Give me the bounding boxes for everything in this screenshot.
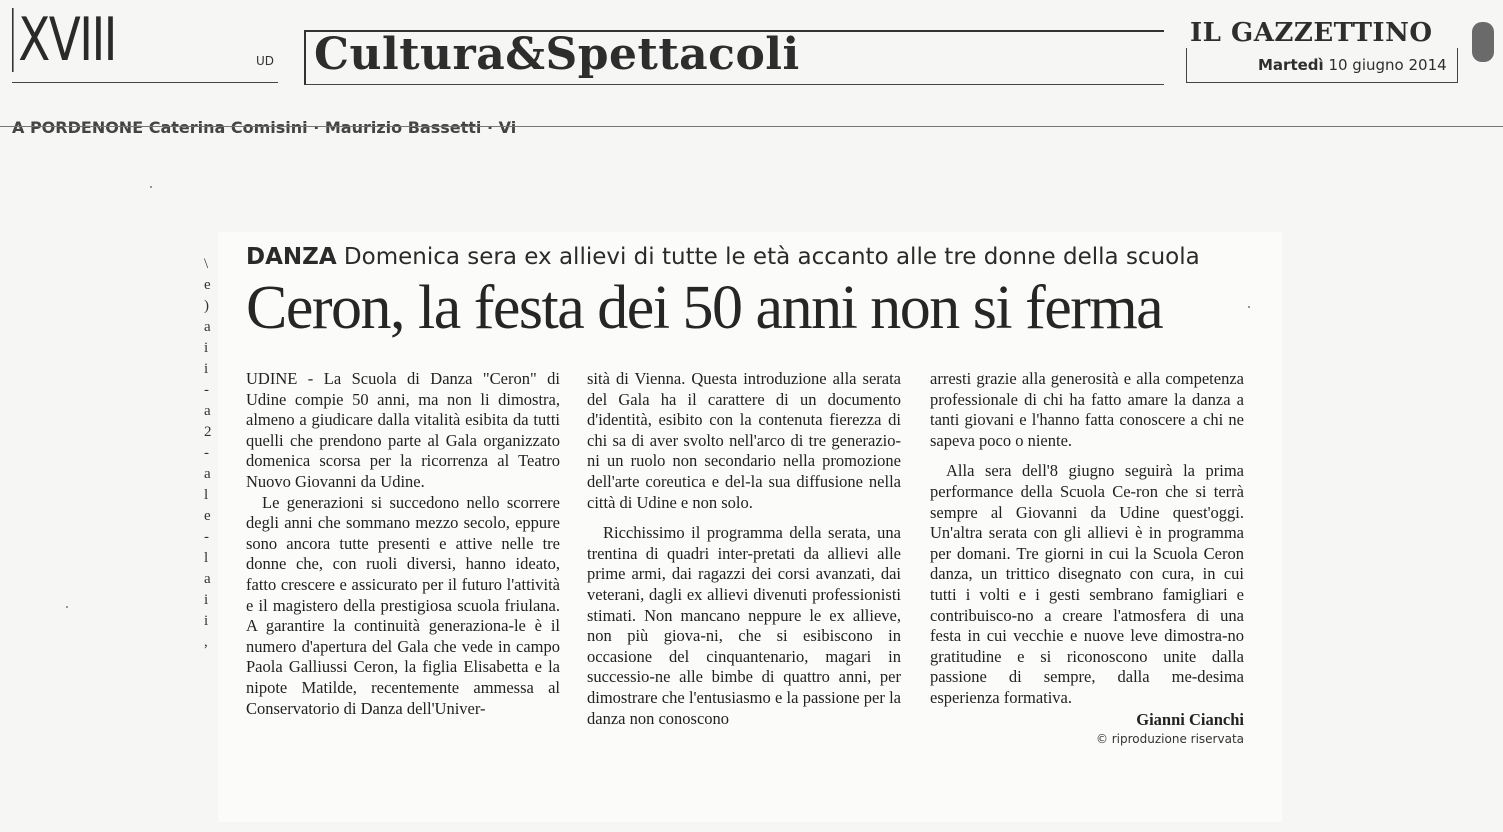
margin-fragment: - — [204, 445, 209, 461]
page-tab-icon — [1472, 22, 1494, 62]
margin-fragment: l — [204, 550, 209, 566]
margin-fragment: - — [204, 382, 209, 398]
margin-fragment: a — [204, 403, 211, 419]
margin-fragment: i — [204, 592, 209, 608]
kicker-text: Domenica sera ex allievi di tutte le età accanto alle tre donne della scuola — [336, 244, 1200, 270]
margin-fragment: i — [204, 361, 209, 377]
article-kicker — [246, 240, 1200, 274]
section-title: Cultura&Spettacoli — [314, 29, 800, 80]
paragraph: sità di Vienna. Questa introduzione alla serata del Gala ha il carattere di un documento d'identità, esibito con la contenuta fierezza di chi sa di aver svolto nell'arco di tre generazio-ni un ruolo non secondario nella promozione dell'arte coreutica e del-la sua diffusione nella città di Udine e non solo. — [587, 369, 901, 512]
article-headline: Ceron, la festa dei 50 anni non si ferma — [246, 274, 1163, 342]
bleed-through-text: A PORDENONE Caterina Comisini · Maurizio Bassetti · Vi — [12, 118, 517, 137]
byline: Gianni Cianchi — [1136, 709, 1244, 729]
scan-speck — [66, 606, 68, 608]
margin-fragment: i — [204, 613, 209, 629]
margin-fragments — [204, 254, 218, 653]
edition-code: UD — [256, 54, 275, 68]
paragraph: UDINE - La Scuola di Danza "Ceron" di Udine compie 50 anni, ma non li dimostra, almeno a giudicare dalla vitalità esibita da tutti quelli che prendono parte al Gala organizzato domenica scorsa per la ricorrenza al Teatro Nuovo Giovanni da Udine. — [246, 369, 560, 491]
margin-fragment: - — [204, 529, 209, 545]
copyright-notice: © riproduzione riservata — [1095, 732, 1244, 747]
masthead-rule — [12, 82, 278, 83]
date-rest: 10 giugno 2014 — [1328, 56, 1447, 74]
margin-fragment: i — [204, 340, 209, 356]
paragraph: arresti grazie alla generosità e alla competenza professionale di chi ha fatto amare la danza a tanti giovani e l'hanno fatta conoscere a chi ne sapeva poco o niente. — [930, 369, 1244, 450]
margin-fragment: a — [204, 571, 211, 587]
margin-fragment: \ — [204, 256, 209, 272]
kicker-label: DANZA — [246, 244, 337, 270]
margin-fragment: a — [204, 466, 211, 482]
margin-fragment: 2 — [204, 424, 212, 440]
paragraph: Ricchissimo il programma della serata, una trentina di quadri inter-pretati da allievi alle prime armi, dai ragazzi dei corsi avanzati, dai veterani, dagli ex allievi divenuti professionisti stimati. Non mancano neppure le ex allieve, non più giova-ni, che si esibiscono in occasione del cinquantenario, magari in successio-ne alle bimbe di quattro anni, per dimostrare che l'entusiasmo e la passione per la danza non conoscono — [587, 523, 901, 728]
paragraph: Alla sera dell'8 giugno seguirà la prima performance della Scuola Ce-ron che si terrà sempre al Giovanni da Udine quest'oggi. Un'altra serata con gli allievi è in programma per domani. Tre giorni in cui la Scuola Ceron danza, un trittico disegnato con cura, in cui tutti i volti e i gesti sembrano famigliari e contribuisco-no a creare l'atmosfera di una festa in cui vecchie e nuove leve dimostra-no gratitudine e si riconoscono unite dalla passione di sempre, dalla me-desima esperienza formativa. — [930, 461, 1244, 707]
scan-speck — [1248, 306, 1250, 308]
date-weekday: Martedì — [1258, 56, 1324, 74]
page-number: XVIII — [12, 8, 116, 72]
margin-fragment: a — [204, 319, 211, 335]
newspaper-name: IL GAZZETTINO — [1190, 18, 1433, 48]
publication-date — [1258, 56, 1447, 74]
margin-fragment: l — [204, 487, 209, 503]
margin-fragment: e — [204, 277, 211, 293]
scan-speck — [150, 186, 152, 188]
margin-fragment: , — [204, 634, 208, 650]
paragraph: Le generazioni si succedono nello scorrere degli anni che sommano mezzo secolo, eppure sono ancora tutte presenti e attive nelle tre donne che, con ruoli diversi, hanno ideato, fatto crescere e assicurato per il futuro l'attività e il magistero della prestigiosa scuola friulana. A garantire la continuità generaziona-le è il numero d'apertura del Gala che vede in campo Paola Galliussi Ceron, la figlia Elisabetta e la nipote Matilde, recentemente ammessa al Conservatorio di Danza dell'Univer- — [246, 492, 560, 718]
article-column-2 — [587, 369, 901, 729]
article-column-3 — [930, 369, 1244, 748]
article-column-1 — [246, 369, 560, 719]
top-divider — [0, 126, 1503, 127]
margin-fragment: e — [204, 508, 211, 524]
margin-fragment: ) — [204, 298, 209, 314]
